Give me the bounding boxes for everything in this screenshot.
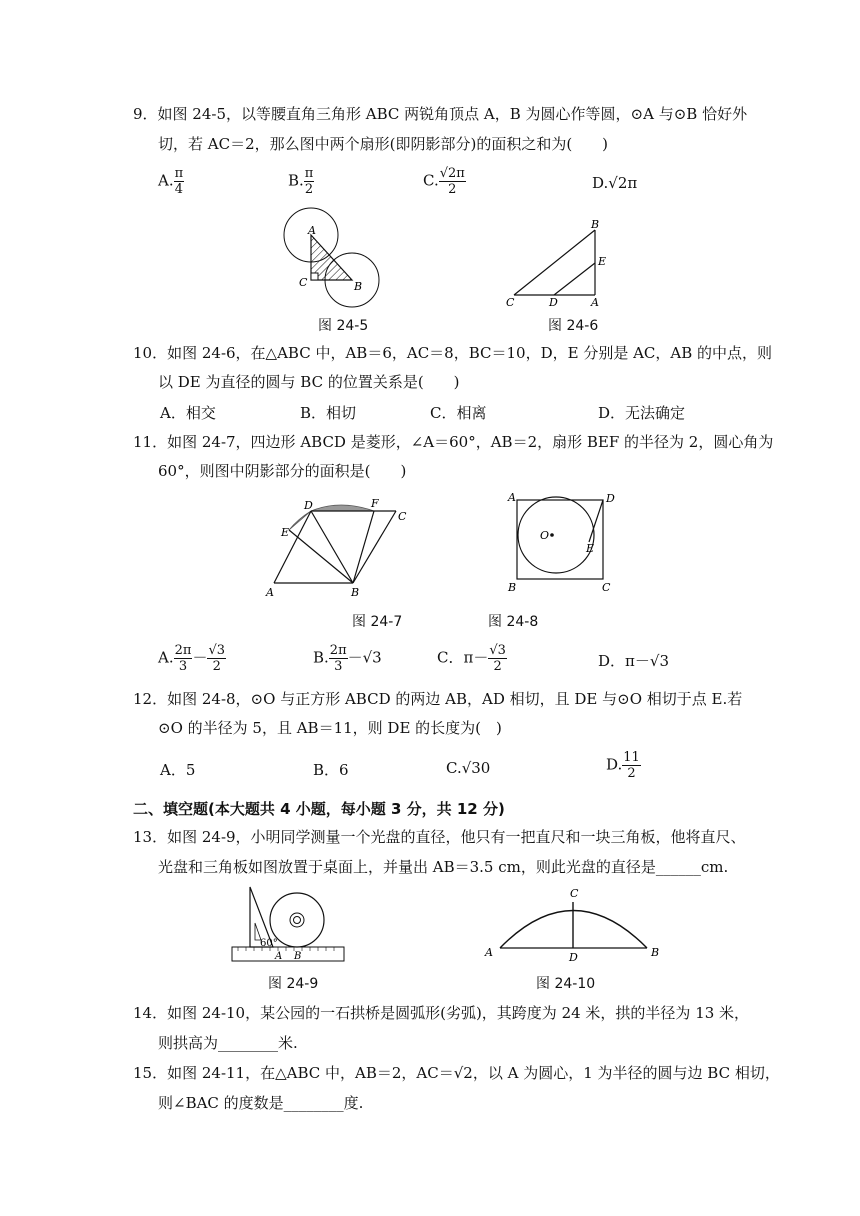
fig-24-7-label-d: D xyxy=(304,499,313,512)
fig-24-6-label-b: B xyxy=(591,218,600,231)
figure-24-8 xyxy=(500,488,625,598)
fig-24-7-label-e: E xyxy=(281,526,290,539)
q9-line1: 9．如图 24-5，以等腰直角三角形 ABC 两锐角顶点 A，B 为圆心作等圆，⊙A 与⊙B 恰好外 xyxy=(133,105,748,123)
fig-24-5-label-c: C xyxy=(299,276,308,289)
figure-24-10 xyxy=(480,883,660,963)
fig-24-10-label-a: A xyxy=(485,946,493,959)
q11-option-d: D．π－√3 xyxy=(598,652,669,670)
fig-24-8-label-d: D xyxy=(606,492,615,505)
q11-option-a: A. $\frac{2\pi}{3}$ － $\frac{√3}{2}$ xyxy=(158,643,226,674)
fig-24-6-caption: 图 24-6 xyxy=(548,318,599,334)
q9-option-b: B. $\frac{\pi}{2}$ xyxy=(288,166,314,197)
q9-option-c: C. $\frac{√2\pi}{2}$ xyxy=(423,166,465,197)
q14-line2: 则拱高为________米. xyxy=(158,1034,298,1052)
fig-24-7-caption: 图 24-7 xyxy=(352,614,403,630)
q10-option-b: B．相切 xyxy=(300,404,357,422)
q9-line2: 切，若 AC＝2，那么图中两个扇形(即阴影部分)的面积之和为( ) xyxy=(158,135,609,153)
fig-24-6-label-a: A xyxy=(591,296,599,309)
fig-24-6-label-c: C xyxy=(506,296,515,309)
q12-option-c: C.√30 xyxy=(446,759,491,777)
fig-24-7-label-b: B xyxy=(351,586,360,599)
figure-24-7 xyxy=(258,492,418,602)
q12-option-d: D. $\frac{11}{2}$ xyxy=(606,750,640,781)
q15-line1: 15．如图 24-11，在△ABC 中，AB＝2，AC＝√2，以 A 为圆心，1 为半径的圆与边 BC 相切， xyxy=(133,1064,780,1082)
fig-24-8-label-c: C xyxy=(602,581,611,594)
fig-24-10-label-b: B xyxy=(651,946,660,959)
q12-option-a: A．5 xyxy=(160,761,196,779)
q15-line2: 则∠BAC 的度数是________度. xyxy=(158,1094,364,1112)
fig-24-10-caption: 图 24-10 xyxy=(536,976,596,992)
q12-option-b: B．6 xyxy=(313,761,349,779)
q13-line2: 光盘和三角板如图放置于桌面上，并量出 AB＝3.5 cm，则此光盘的直径是______cm. xyxy=(158,858,729,876)
q13-line1: 13．如图 24-9，小明同学测量一个光盘的直径，他只有一把直尺和一块三角板，他将直尺、 xyxy=(133,828,746,846)
fig-24-8-label-a: A xyxy=(508,491,516,504)
fig-24-10-label-c: C xyxy=(570,887,579,900)
fig-24-7-label-a: A xyxy=(266,586,274,599)
fig-24-8-label-o: O xyxy=(540,529,550,542)
fig-24-9-label-a: A xyxy=(275,951,283,962)
q11-option-b: B. $\frac{2\pi}{3}$ －√3 xyxy=(313,643,382,674)
fig-24-5-label-b: B xyxy=(354,280,363,293)
figure-24-5 xyxy=(275,206,390,311)
section-fill-in-title: 二、填空题(本大题共 4 小题，每小题 3 分，共 12 分) xyxy=(133,800,505,818)
q10-option-d: D．无法确定 xyxy=(598,404,686,422)
q11-option-c: C．π－ $\frac{√3}{2}$ xyxy=(437,643,506,674)
fig-24-9-caption: 图 24-9 xyxy=(268,976,319,992)
q11-line1: 11．如图 24-7，四边形 ABCD 是菱形，∠A＝60°，AB＝2，扇形 BEF 的半径为 2，圆心角为 xyxy=(133,433,774,451)
q10-option-c: C．相离 xyxy=(430,404,487,422)
fig-24-7-label-f: F xyxy=(371,497,379,510)
figure-24-6 xyxy=(500,218,615,310)
q9-option-a: A. $\frac{\pi}{4}$ xyxy=(158,166,184,197)
fig-24-5-label-a: A xyxy=(308,224,316,237)
fig-24-5-caption: 图 24-5 xyxy=(318,318,369,334)
q10-option-a: A．相交 xyxy=(160,404,216,422)
q12-line1: 12．如图 24-8，⊙O 与正方形 ABCD 的两边 AB，AD 相切，且 DE 与⊙O 相切于点 E.若 xyxy=(133,690,743,708)
figure-24-9 xyxy=(228,882,350,966)
q10-line2: 以 DE 为直径的圆与 BC 的位置关系是( ) xyxy=(158,373,460,391)
fig-24-8-caption: 图 24-8 xyxy=(488,614,539,630)
fig-24-9-angle-label: 60° xyxy=(260,938,278,949)
q9-option-d: D.√2π xyxy=(592,174,638,192)
q14-line1: 14．如图 24-10，某公园的一石拱桥是圆弧形(劣弧)，其跨度为 24 米，拱的半径为 13 米， xyxy=(133,1004,750,1022)
fig-24-8-label-e: E xyxy=(586,542,595,555)
fig-24-7-label-c: C xyxy=(398,510,407,523)
fig-24-8-label-b: B xyxy=(508,581,517,594)
fig-24-6-label-d: D xyxy=(549,296,558,309)
fig-24-6-label-e: E xyxy=(598,255,607,268)
q11-line2: 60°，则图中阴影部分的面积是( ) xyxy=(158,462,407,480)
fig-24-9-label-b: B xyxy=(294,951,302,962)
q12-line2: ⊙O 的半径为 5，且 AB＝11，则 DE 的长度为( ) xyxy=(158,719,502,737)
fig-24-10-label-d: D xyxy=(569,951,578,963)
q10-line1: 10．如图 24-6，在△ABC 中，AB＝6，AC＝8，BC＝10，D，E 分别是 AC，AB 的中点，则 xyxy=(133,344,773,362)
